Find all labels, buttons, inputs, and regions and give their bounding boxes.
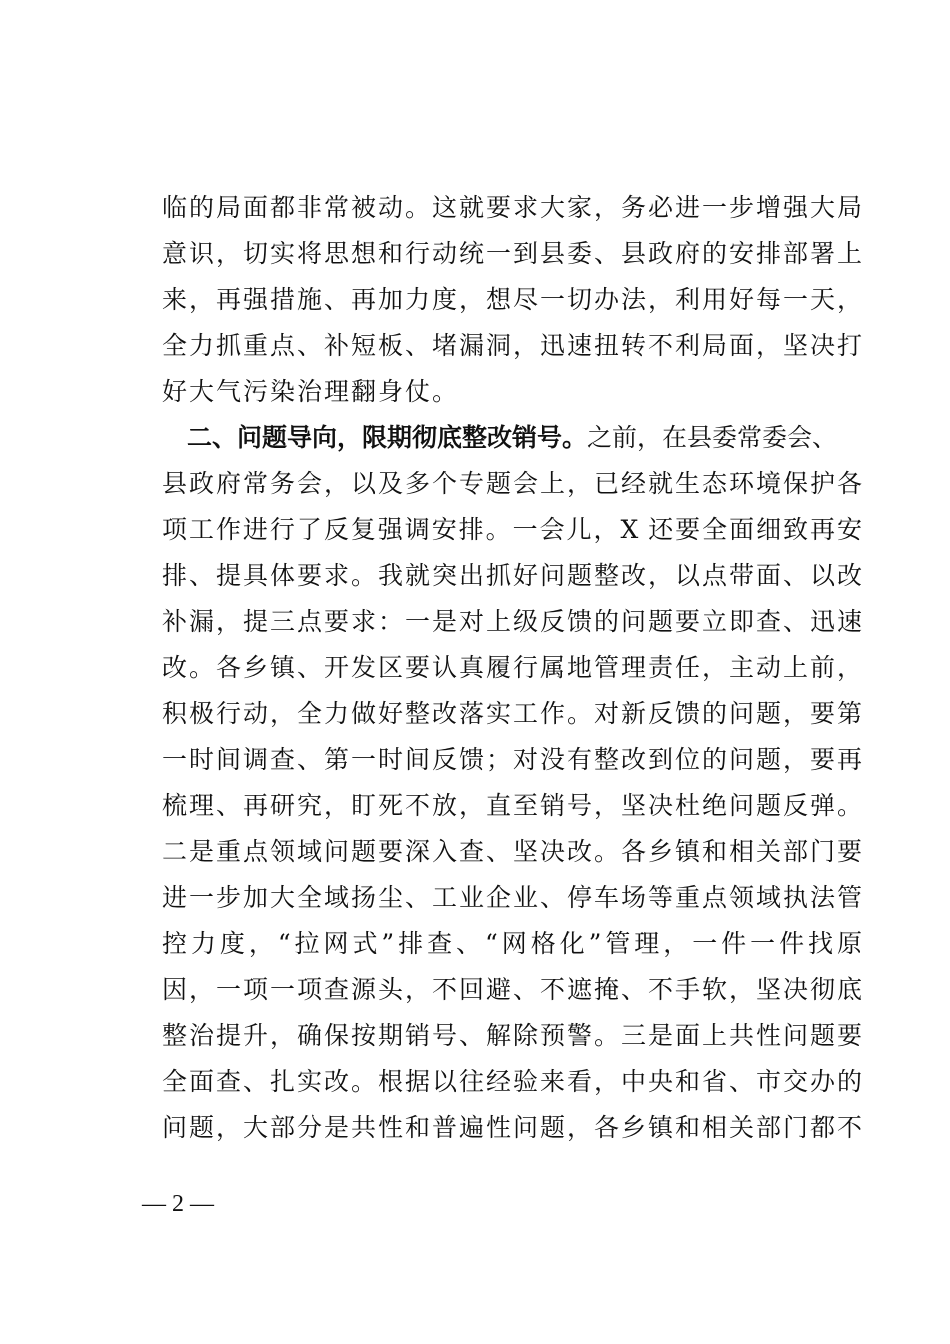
body-text-line: 二是重点领域问题要深入查、坚决改。各乡镇和相关部门要	[162, 837, 862, 866]
body-text-line: 问题，大部分是共性和普遍性问题，各乡镇和相关部门都不	[162, 1113, 862, 1142]
body-text-line: 县政府常务会，以及多个专题会上，已经就生态环境保护各	[162, 469, 862, 498]
page-number: — 2 —	[142, 1191, 214, 1217]
body-text-line: 临的局面都非常被动。这就要求大家，务必进一步增强大局	[162, 193, 862, 222]
body-text-line: 补漏，提三点要求：一是对上级反馈的问题要立即查、迅速	[162, 607, 862, 636]
body-text-line: 改。各乡镇、开发区要认真履行属地管理责任，主动上前，	[162, 653, 862, 682]
body-text-line: 全面查、扎实改。根据以往经验来看，中央和省、市交办的	[162, 1067, 862, 1096]
body-text-line: 排、提具体要求。我就突出抓好问题整改，以点带面、以改	[162, 561, 862, 590]
body-text-line: 积极行动，全力做好整改落实工作。对新反馈的问题，要第	[162, 699, 862, 728]
body-text-line: 来，再强措施、再加力度，想尽一切办法，利用好每一天，	[162, 285, 862, 314]
body-text-line: 项工作进行了反复强调安排。一会儿，X 还要全面细致再安	[162, 515, 862, 544]
section-first-line	[187, 418, 862, 458]
body-text-line: 控力度，“拉网式”排查、“网格化”管理，一件一件找原	[162, 929, 862, 958]
body-text-run: 之前，在县委常委会、	[587, 423, 838, 452]
body-text-line: 因，一项一项查源头，不回避、不遮掩、不手软，坚决彻底	[162, 975, 862, 1004]
body-text-line: 好大气污染治理翻身仗。	[162, 377, 460, 406]
body-text-line: 全力抓重点、补短板、堵漏洞，迅速扭转不利局面，坚决打	[162, 331, 862, 360]
body-text-line: 意识，切实将思想和行动统一到县委、县政府的安排部署上	[162, 239, 862, 268]
body-text-line: 一时间调查、第一时间反馈；对没有整改到位的问题，要再	[162, 745, 862, 774]
section-heading: 二、问题导向，限期彻底整改销号。	[187, 423, 588, 452]
body-text-line: 进一步加大全域扬尘、工业企业、停车场等重点领域执法管	[162, 883, 862, 912]
body-text-line: 整治提升，确保按期销号、解除预警。三是面上共性问题要	[162, 1021, 862, 1050]
body-text-line: 梳理、再研究，盯死不放，直至销号，坚决杜绝问题反弹。	[162, 791, 862, 820]
